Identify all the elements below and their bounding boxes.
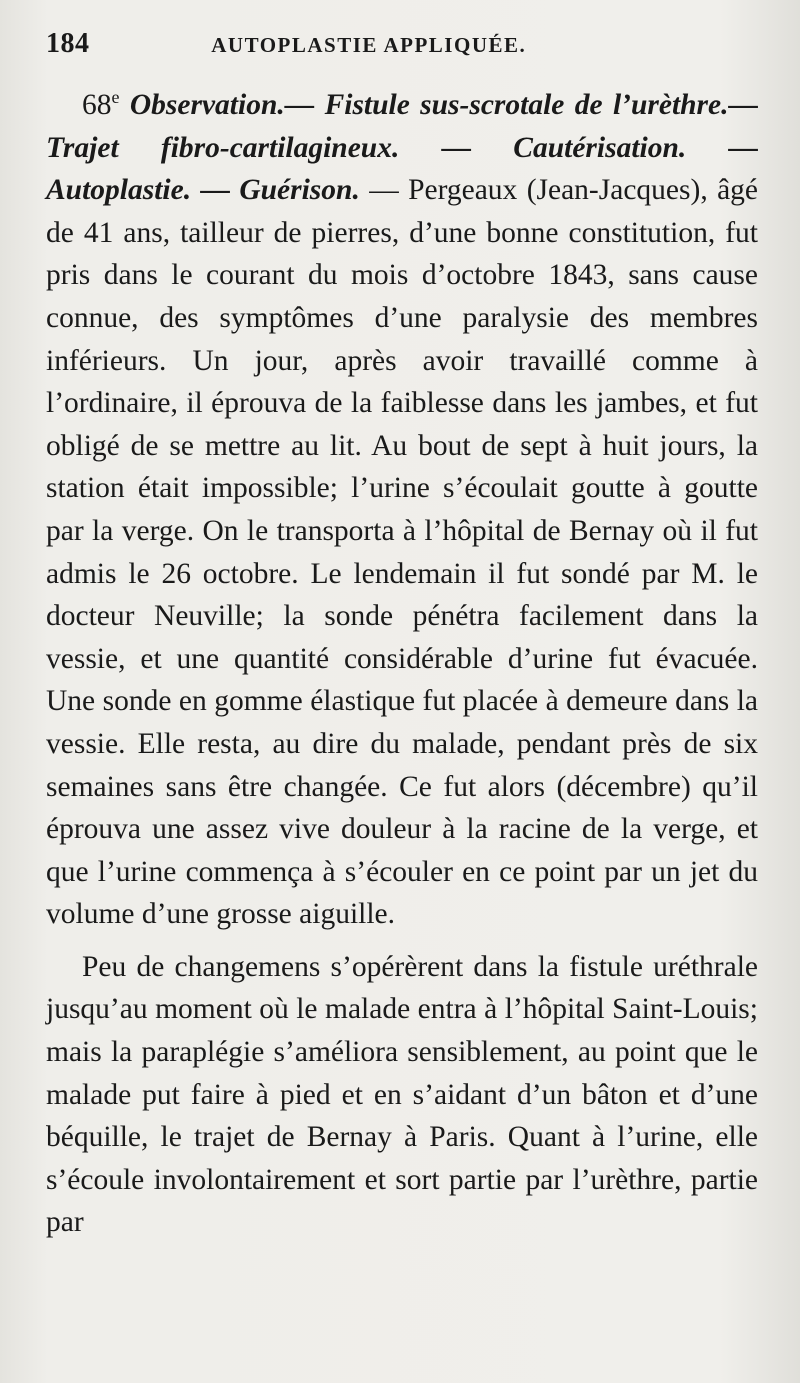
page-number: 184	[46, 28, 90, 59]
observation-text: — Pergeaux (Jean-Jacques), âgé de 41 ans, tailleur de pierres, d’une bonne constitution, fut pris dans le courant du mois d’octobre 1843, sans cause connue, des symptômes d’une paralysie des membres inférieurs. Un jour, après avoir travaillé comme à l’ordinaire, il éprouva de la faiblesse dans les jambes, et fut obligé de se mettre au lit. Au bout de sept à huit jours, la station était impossible; l’urine s’écoulait goutte à goutte par la verge. On le transporta à l’hôpital de Bernay où il fut admis le 26 octobre. Le lendemain il fut sondé par M. le docteur Neuville; la sonde pénétra facilement dans la vessie, et une quantité considérable d’urine fut évacuée. Une sonde en gomme élastique fut placée à demeure dans la vessie. Elle resta, au dire du malade, pendant près de six semaines sans être changée. Ce fut alors (décembre) qu’il éprouva une assez vive douleur à la racine de la verge, et que l’urine commença à s’écouler en ce point par un jet du volume d’une grosse aiguille.	[46, 174, 759, 931]
observation-number-superscript: e	[111, 87, 120, 108]
running-head: AUTOPLASTIE APPLIQUÉE.	[211, 33, 527, 57]
paragraph-2: Peu de changemens s’opérèrent dans la fistule uréthrale jusqu’au moment où le malade entra à l’hôpital Saint-Louis; mais la paraplégie s’améliora sensiblement, au point que le malade put faire à pied et en s’aidant d’un bâton et d’une béquille, le trajet de Bernay à Paris. Quant à l’urine, elle s’écoule involontairement et sort partie par l’urèthre, partie par	[46, 950, 758, 1239]
observation-title: Observation.— Fistule sus-scrotale de l’urèthre.— Trajet fibro-cartilagineux. — Cautérisation. — Autoplastie. — Guérison.	[46, 89, 758, 207]
observation-number: 68	[82, 89, 112, 121]
observation-paragraph	[46, 84, 758, 936]
page-header	[46, 28, 758, 68]
body-text	[46, 84, 758, 1244]
